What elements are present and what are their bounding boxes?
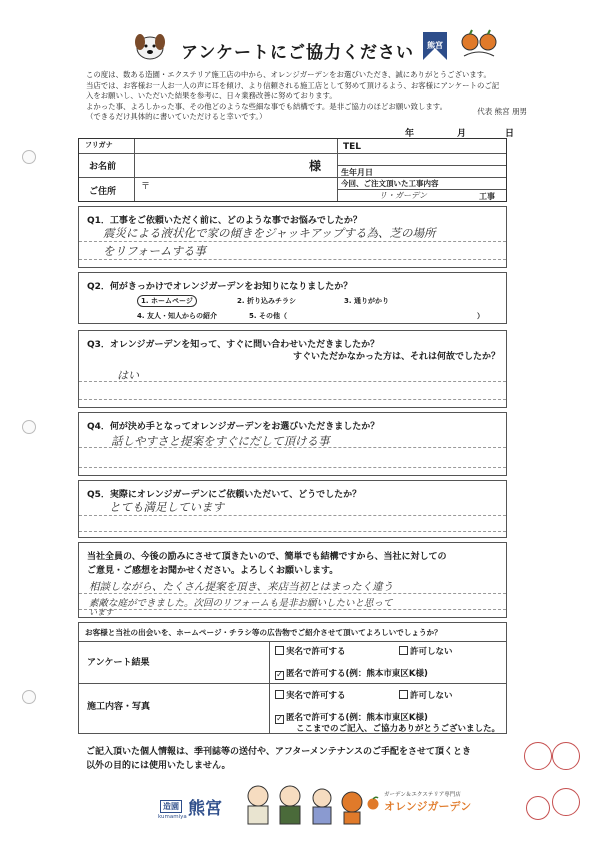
sama-label: 様 — [309, 159, 322, 173]
brand2-tagline: ガーデン＆エクステリア専門店 — [384, 792, 461, 798]
checkbox-checked[interactable]: ✓ — [276, 670, 283, 679]
permission-option: 実名で許可する — [286, 691, 346, 701]
q2-option: 2. 折り込みチラシ — [237, 297, 296, 305]
permission-row-label: 施工内容・写真 — [87, 702, 151, 712]
permission-section — [78, 622, 507, 734]
birth-label: 生年月日 — [341, 168, 373, 177]
comments-answer-line: います — [89, 608, 113, 617]
comments-answer-line: 素敵な庭ができました。次回のリフォームも是非お願いしたいと思って — [89, 598, 393, 609]
q3-subquestion: すぐいただかなかった方は、それは何故でしたか？ — [292, 352, 500, 362]
permission-option: 実名で許可する — [286, 647, 346, 657]
brand2-name: オレンジガーデン — [384, 800, 472, 813]
orange-fruit-icon — [366, 796, 380, 810]
comments-prompt-line: 当社全員の、今後の励みにさせて頂きたいので、簡単でも結構ですから、当社に対しての — [87, 552, 447, 562]
name-label: お名前 — [89, 162, 117, 172]
q5-question: Q5．実際にオレンジガーデンにご依頼いただいて、どうでしたか？ — [87, 490, 362, 500]
seal-stamp-icon — [526, 796, 550, 820]
punch-hole — [22, 150, 36, 164]
permission-option: 匿名で許可する(例：熊本市東区K様) — [286, 713, 428, 723]
permission-option: 匿名で許可する(例：熊本市東区K様) — [286, 669, 428, 679]
orange-mascot-icon — [458, 28, 500, 64]
work-suffix: 工事 — [479, 192, 495, 201]
brand1-kana: kumamiya — [158, 814, 187, 820]
permission-row-label: アンケート結果 — [87, 658, 150, 668]
q1-answer-line: 震災による液状化で家の傾きをジャッキアップする為、芝の場所 — [103, 226, 436, 240]
brand1-sub: 造園 — [160, 800, 182, 813]
comments-prompt-line: ご意見・ご感想をお聞かせください。よろしくお願いします。 — [87, 566, 339, 576]
intro-line: 入をお願いし、いただいた結果を参考に、日々業務改善に努めております。 — [86, 91, 337, 100]
work-label: 今回、ご注文頂いた工事内容 — [341, 179, 439, 188]
q1-section — [78, 206, 507, 268]
q3-question: Q3．オレンジガーデンを知って、すぐに問い合わせいただきましたか？ — [87, 340, 380, 350]
q3-answer: はい — [117, 369, 139, 382]
comments-answer-line: 相談しながら、たくさん提案を頂き、来店当初とはまったく違う — [89, 581, 394, 593]
q2-option: 4. 友人・知人からの紹介 — [137, 312, 217, 320]
intro-line: よかった事、よろしかった事、その他どのような些細な事でも結構です。是非ご協力のほどお願い致します。 — [86, 101, 447, 111]
page-title: アンケートにご協力ください — [181, 43, 414, 63]
date-month: 月 — [457, 129, 467, 139]
q2-option-selected: 1. ホームページ — [137, 295, 197, 307]
staff-mascots-icon — [240, 780, 370, 828]
q4-question: Q4．何が決め手となってオレンジガーデンをお選びいただきましたか？ — [87, 422, 380, 432]
q4-answer: 話しやすさと提案をすぐにだして頂ける事 — [111, 434, 330, 448]
q1-question: Q1．工事をご依頼いただく前に、どのような事でお悩みでしたか？ — [87, 216, 362, 226]
q4-section — [78, 412, 507, 476]
furigana-label: フリガナ — [85, 141, 113, 149]
privacy-line: ご記入頂いた個人情報は、季刊誌等の送付や、アフターメンテナンスのご手配をさせて頂くとき — [86, 747, 472, 757]
permission-option: 許可しない — [410, 647, 453, 657]
signature: 代表 熊宮 朋男 — [477, 107, 527, 116]
q2-question: Q2．何がきっかけでオレンジガーデンをお知りになりましたか？ — [87, 282, 353, 292]
checkbox[interactable] — [275, 690, 284, 699]
punch-hole — [22, 420, 36, 434]
seal-stamp-icon — [552, 788, 580, 816]
privacy-line: 以外の目的には使用いたしません。 — [86, 761, 231, 771]
q2-option: ） — [477, 312, 484, 320]
date-day: 日 — [505, 129, 515, 139]
intro-line: （できるだけ具体的に書いていただけると幸いです。） — [86, 112, 267, 121]
q5-answer: とても満足しています — [109, 500, 224, 514]
postal-mark: 〒 — [141, 182, 151, 192]
brand1-name: 熊宮 — [188, 799, 222, 819]
logo-top-text: 熊宮 — [427, 41, 443, 50]
address-label: ご住所 — [89, 187, 117, 197]
thanks-text: ここまでのご記入、ご協力ありがとうございました。 — [295, 724, 500, 734]
permission-option: 許可しない — [410, 691, 453, 701]
q2-section — [78, 272, 507, 324]
q3-section — [78, 330, 507, 408]
intro-line: 当店では、お客様お一人お一人の声に耳を傾け、より信頼される施工店として努めて頂けるよう、お客様にアンケートのご記 — [86, 80, 500, 90]
intro-line: この度は、数ある造園・エクステリア施工店の中から、オレンジガーデンをお選びいただき、誠にありがとうございます。 — [86, 70, 491, 79]
comments-section — [78, 542, 507, 618]
date-year: 年 — [405, 129, 415, 139]
work-value: リ・ガーデン — [379, 191, 427, 200]
q2-option: 5. その他（ — [249, 312, 287, 320]
checkbox[interactable] — [275, 646, 284, 655]
customer-info-table — [78, 138, 507, 202]
checkbox[interactable] — [399, 690, 408, 699]
checkbox[interactable] — [399, 646, 408, 655]
checkbox-checked[interactable]: ✓ — [276, 714, 283, 723]
seal-stamp-icon — [524, 742, 552, 770]
punch-hole — [22, 690, 36, 704]
permission-question: お客様と当社の出会いを、ホームページ・チラシ等の広告物でご紹介させて頂いてよろしいでしょうか？ — [85, 628, 442, 637]
q2-option: 3. 通りがかり — [344, 297, 389, 305]
seal-stamp-icon — [552, 742, 580, 770]
tel-label: TEL — [343, 142, 362, 152]
q5-section — [78, 480, 507, 538]
q1-answer-line: をリフォームする事 — [103, 244, 206, 258]
